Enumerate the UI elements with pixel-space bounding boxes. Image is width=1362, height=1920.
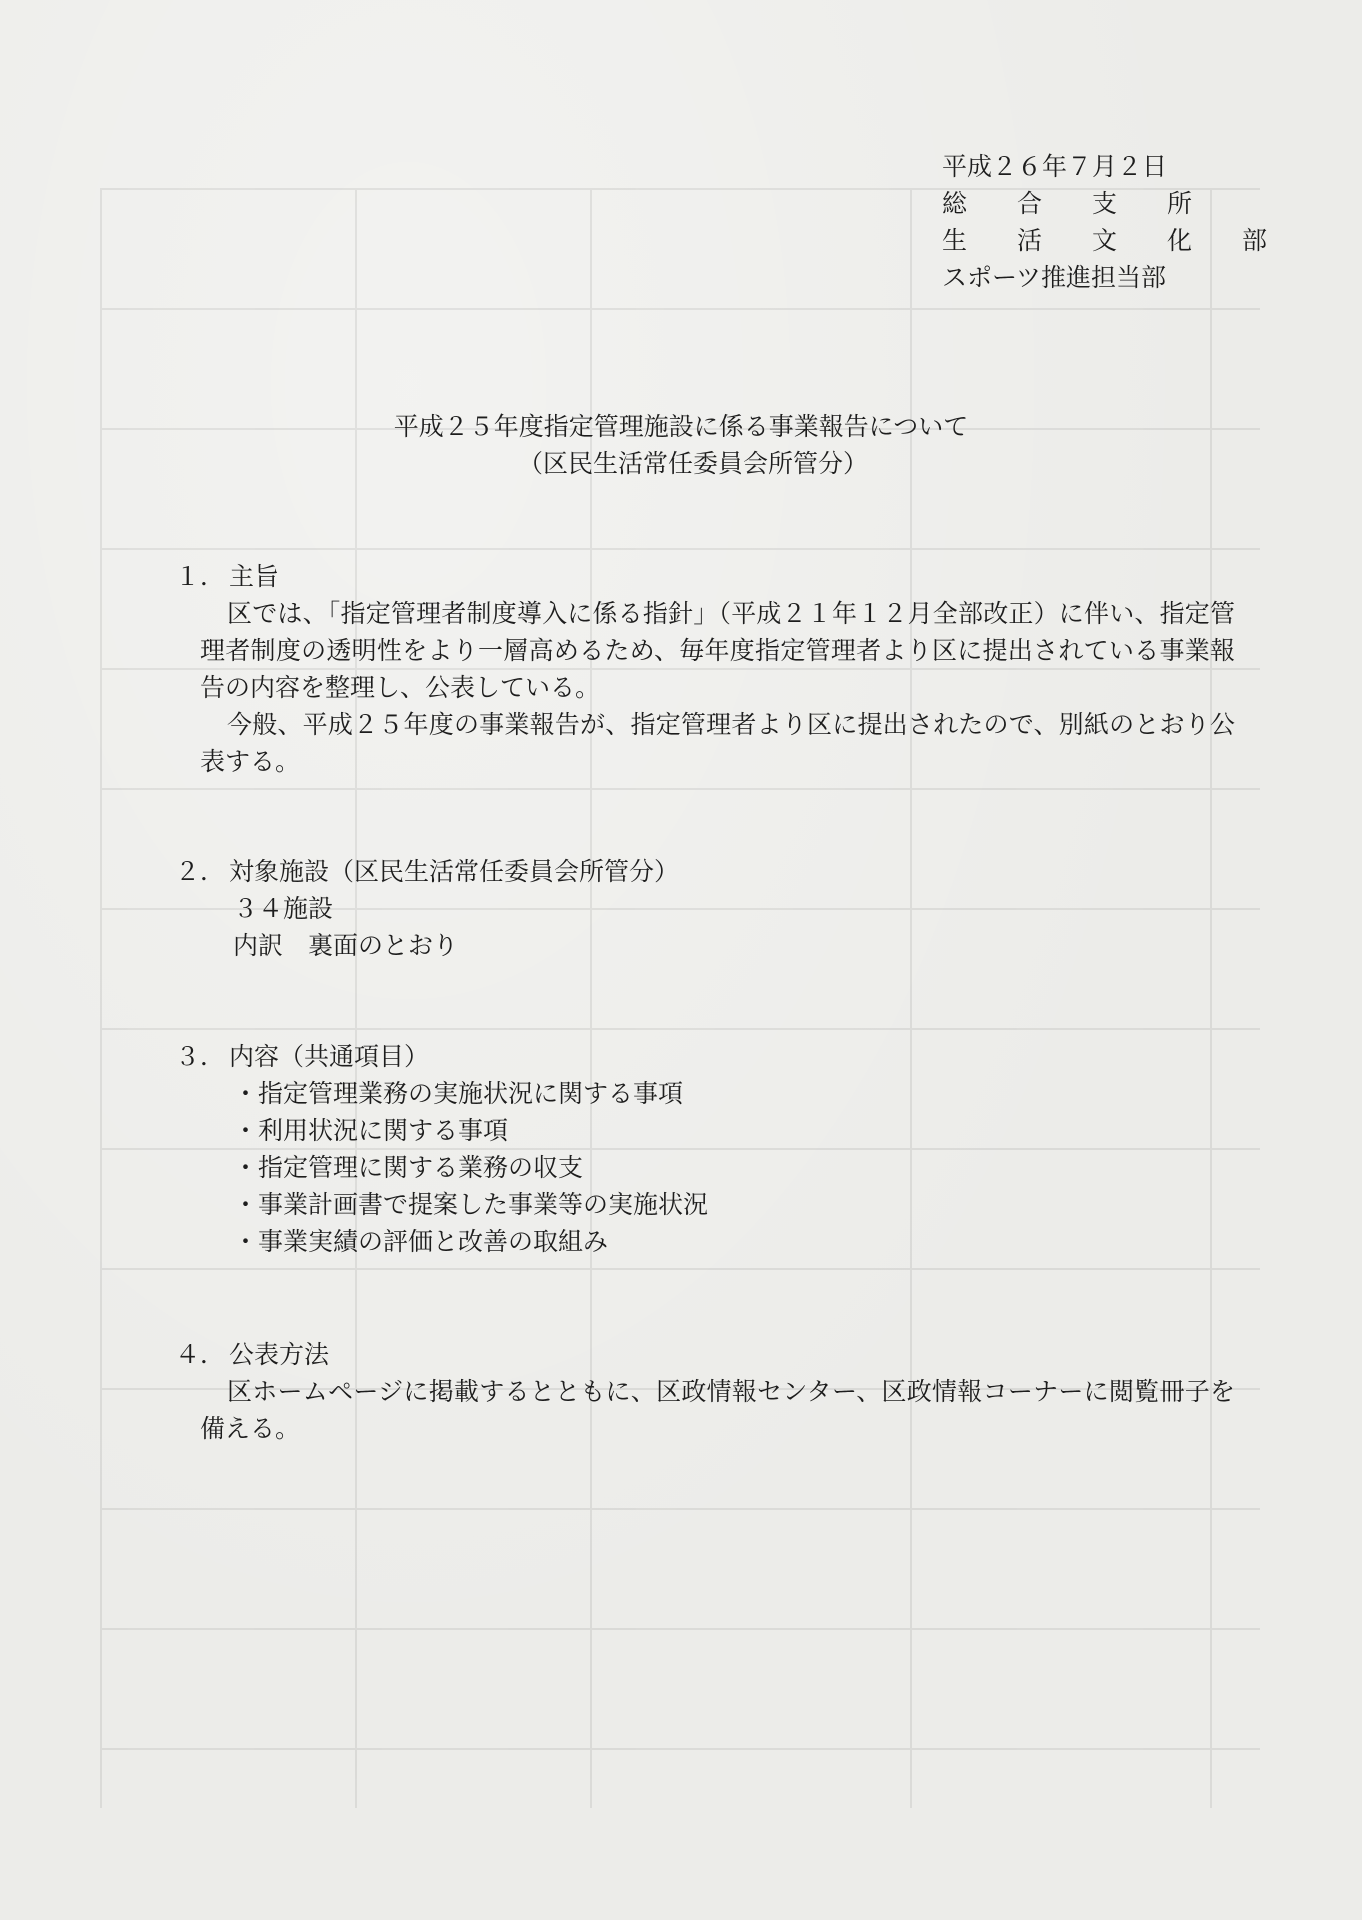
contents-list	[175, 1075, 1235, 1260]
section-number: ３．	[175, 1042, 226, 1071]
section-title: 公表方法	[229, 1340, 330, 1369]
section-purpose	[175, 558, 1235, 780]
section-title: 対象施設（区民生活常任委員会所管分）	[229, 857, 680, 886]
list-item: ・ 指定管理に関する業務の収支	[233, 1149, 1235, 1186]
list-item: ・ 事業計画書で提案した事業等の実施状況	[233, 1186, 1235, 1223]
list-item: ・ 指定管理業務の実施状況に関する事項	[233, 1075, 1235, 1112]
header-block	[942, 148, 1268, 296]
section-title: 主旨	[229, 562, 280, 591]
section-title: 内容（共通項目）	[229, 1042, 430, 1071]
section-heading	[175, 558, 1235, 595]
issuer-department: 生 活 文 化 部	[942, 226, 1268, 255]
list-item: ・ 事業実績の評価と改善の取組み	[233, 1223, 1235, 1260]
section-number: ４．	[175, 1340, 226, 1369]
list-item: ・ 利用状況に関する事項	[233, 1112, 1235, 1149]
section-number: １．	[175, 562, 226, 591]
facility-breakdown-note: 内訳 裏面のとおり	[233, 931, 459, 960]
paragraph: 区では、「指定管理者制度導入に係る指針」（平成２１年１２月全部改正）に伴い、指定管理者制度の透明性をより一層高めるため、毎年度指定管理者より区に提出されている事業報告の内容を整理し、公表している。	[200, 599, 1235, 702]
paragraph: 区ホームページに掲載するとともに、区政情報センター、区政情報コーナーに閲覧冊子を備える。	[200, 1377, 1235, 1443]
facility-count: ３４施設	[233, 894, 334, 923]
issuer-division: スポーツ推進担当部	[942, 263, 1167, 292]
issuer-office: 総 合 支 所	[942, 189, 1193, 218]
title-sub: （区民生活常任委員会所管分）	[517, 449, 868, 478]
document-date: 平成２６年７月２日	[942, 152, 1168, 181]
section-heading	[175, 1038, 1235, 1075]
section-heading	[175, 853, 1235, 890]
section-publication-method	[175, 1336, 1235, 1447]
title-main: 平成２５年度指定管理施設に係る事業報告について	[393, 412, 969, 441]
paragraph: 今般、平成２５年度の事業報告が、指定管理者より区に提出されたので、別紙のとおり公表する。	[200, 710, 1235, 776]
section-heading	[175, 1336, 1235, 1373]
section-number: ２．	[175, 857, 226, 886]
document-title	[0, 408, 1362, 482]
section-contents	[175, 1038, 1235, 1260]
section-target-facilities	[175, 853, 1235, 964]
